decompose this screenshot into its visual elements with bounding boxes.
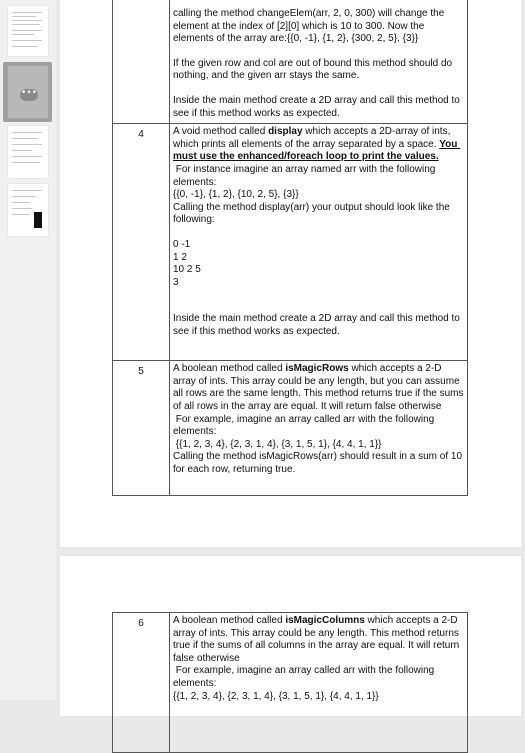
table-row xyxy=(113,124,468,361)
example-array-text: {{1, 2, 3, 4}, {2, 3, 1, 4}, {3, 1, 5, 1}, {4, 4, 1, 1}} xyxy=(173,690,379,702)
description-text: A void method called display which accepts a 2D-array of ints, which prints all elements of the array separated by a space. You must use the enhanced/foreach loop to print the values. xyxy=(173,126,461,163)
page-thumbnail-1[interactable] xyxy=(8,6,48,56)
row-description-cell xyxy=(170,361,468,496)
row-number-cell: 6 xyxy=(113,613,170,753)
example-lead-text: For example, imagine an array called arr with the following elements: xyxy=(173,665,438,689)
description-text: Inside the main method create a 2D array and call this method to see if this method works as expected. xyxy=(173,94,463,119)
description-text: A boolean method called isMagicColumns which accepts a 2-D array of ints. This array could be any length. This method returns true if the sums of all columns in the array are equal. It will return false otherwise xyxy=(173,615,463,664)
example-lead-text: For example, imagine an array called arr with the following elements: xyxy=(173,413,438,438)
output-line: 1 2 xyxy=(173,251,187,263)
description-text: A boolean method called isMagicRows which accepts a 2-D array of ints. This array could be any length, but you can assume all rows are the same length. This method returns true if the sums of all rows in the array are equal. It will return false otherwise xyxy=(173,363,467,412)
example-lead-text: For instance imagine an array named arr with the following elements: xyxy=(173,163,439,188)
more-icon[interactable]: ••• xyxy=(20,89,38,101)
row-number-cell xyxy=(113,0,170,124)
row-number-cell: 4 xyxy=(113,124,170,361)
table-row xyxy=(113,361,468,496)
call-description-text: Calling the method isMagicRows(arr) should result in a sum of 10 for each row, returning true. xyxy=(173,451,465,475)
description-text: Inside the main method create a 2D array and call this method to see if this method works as expected. xyxy=(173,313,463,337)
row-description-cell xyxy=(170,124,468,361)
description-text: If the given row and col are out of bound this method should do nothing, and the given arr stays the same. xyxy=(173,57,455,82)
page-thumbnail-2[interactable] xyxy=(8,66,48,118)
row-number-cell: 5 xyxy=(113,361,170,496)
document-page-2 xyxy=(60,556,521,716)
page-thumbnail-sidebar xyxy=(0,0,56,700)
methods-table xyxy=(112,612,468,753)
call-description-text: Calling the method display(arr) your output should look like the following: xyxy=(173,201,453,226)
thumbnail-image-block xyxy=(34,212,42,228)
example-array-text: {{1, 2, 3, 4}, {2, 3, 1, 4}, {3, 1, 5, 1}, {4, 4, 1, 1}} xyxy=(173,438,382,450)
page-thumbnail-4[interactable] xyxy=(8,184,48,236)
description-text: calling the method changeElem(arr, 2, 0, 300) will change the element at the index of [2][0] which is 10 to 300. Now the elements of the array are:{{0, -1}, {1, 2}, {300, 2, 5}, {3}} xyxy=(173,8,448,45)
output-line: 3 xyxy=(173,276,179,288)
output-line: 0 -1 xyxy=(173,238,191,250)
methods-table xyxy=(112,0,468,496)
row-description-cell xyxy=(170,0,468,124)
page-thumbnail-3[interactable] xyxy=(8,126,48,178)
table-row xyxy=(113,0,468,124)
example-array-text: {{0, -1}, {1, 2}, {10, 2, 5}, {3}} xyxy=(173,189,299,201)
table-row xyxy=(113,613,468,753)
document-page-1 xyxy=(60,0,521,547)
output-line: 10 2 5 xyxy=(173,264,201,276)
row-description-cell xyxy=(170,613,468,753)
